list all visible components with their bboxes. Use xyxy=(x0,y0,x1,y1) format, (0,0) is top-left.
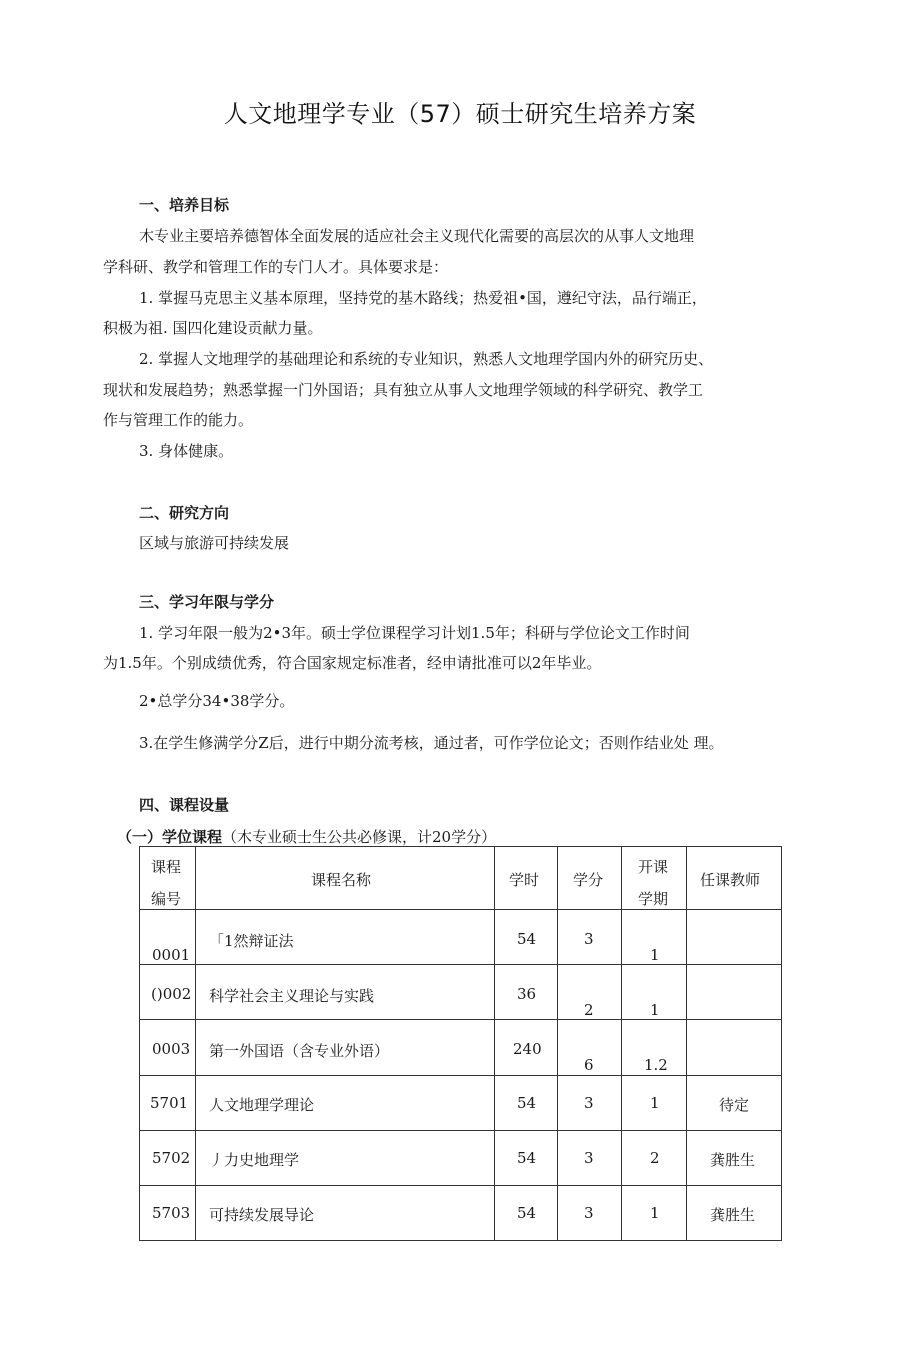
paragraph-line: 1. 学习年限一般为2•3年。硕士学位课程学习计划1.5年；科研与学位论文工作时间 xyxy=(139,624,690,642)
paragraph-line: 2•总学分34•38学分。 xyxy=(139,692,295,710)
cell-name: 科学社会主义理论与实践 xyxy=(209,987,375,1005)
cell-hours: 36 xyxy=(517,985,537,1003)
header-teacher: 任课教师 xyxy=(700,871,761,889)
cell-term: 1 xyxy=(650,1001,660,1019)
header-name: 课程名称 xyxy=(311,871,372,889)
paragraph-line: 作与管理工作的能力。 xyxy=(103,411,254,429)
cell-term: 1 xyxy=(650,1094,660,1112)
cell-hours: 54 xyxy=(517,1094,537,1112)
cell-teacher: 待定 xyxy=(719,1096,750,1114)
cell-name: 可持续发展导论 xyxy=(209,1206,315,1224)
cell-hours: 54 xyxy=(517,1149,537,1167)
paragraph-line: 1. 掌握马克思主义基本原理，坚持党的基木路线；热爱祖•国，遵纪守法，品行端正， xyxy=(139,289,707,307)
cell-teacher: 龚胜生 xyxy=(710,1206,756,1224)
page-title: 人文地理学专业（57）硕士研究生培养方案 xyxy=(223,100,697,128)
cell-code: 0003 xyxy=(152,1040,191,1058)
cell-hours: 240 xyxy=(513,1040,542,1058)
cell-term: 1.2 xyxy=(644,1056,668,1074)
section-heading-research: 二、研究方向 xyxy=(139,504,230,522)
cell-code: 5702 xyxy=(152,1149,191,1167)
course-table xyxy=(139,846,782,1241)
cell-credits: 3 xyxy=(584,1094,594,1112)
paragraph-line: 3. 身体健康。 xyxy=(139,442,234,460)
cell-hours: 54 xyxy=(517,1204,537,1222)
subsection-note: （木专业硕士生公共必修课，计20学分） xyxy=(222,828,497,846)
cell-teacher: 龚胜生 xyxy=(710,1151,756,1169)
cell-code: ()002 xyxy=(151,985,192,1003)
cell-name: 丿力史地理学 xyxy=(209,1151,300,1169)
cell-credits: 3 xyxy=(584,1204,594,1222)
cell-code: 0001 xyxy=(152,946,191,964)
subsection-title: （一）学位课程 xyxy=(117,828,223,846)
cell-credits: 6 xyxy=(584,1056,594,1074)
cell-name: 「1然辩证法 xyxy=(209,932,294,950)
cell-name: 人文地理学理论 xyxy=(209,1096,315,1114)
cell-hours: 54 xyxy=(517,930,537,948)
cell-credits: 3 xyxy=(584,930,594,948)
paragraph-line: 2. 掌握人文地理学的基础理论和系统的专业知识，熟悉人文地理学国内外的研究历史、 xyxy=(139,350,714,368)
cell-code: 5703 xyxy=(152,1204,191,1222)
cell-term: 1 xyxy=(650,1204,660,1222)
cell-term: 1 xyxy=(650,946,660,964)
paragraph-line: 区域与旅游可持续发展 xyxy=(139,534,290,552)
cell-term: 2 xyxy=(650,1149,660,1167)
header-code: 编号 xyxy=(151,890,182,908)
header-hours: 学时 xyxy=(509,871,540,889)
header-code: 课程 xyxy=(151,858,182,876)
cell-code: 5701 xyxy=(150,1094,189,1112)
section-heading-courses: 四、课程设量 xyxy=(139,796,230,814)
paragraph-line: 木专业主要培养德智体全面发展的适应社会主义现代化需要的高层次的从事人文地理 xyxy=(139,227,695,245)
paragraph-line: 现状和发展趋势；熟悉掌握一门外国语；具有独立从事人文地理学领域的科学研究、教学工 xyxy=(103,381,704,399)
header-credits: 学分 xyxy=(573,871,604,889)
section-heading-goals: 一、培养目标 xyxy=(139,196,230,214)
paragraph-line: 学科研、教学和管理工作的专门人才。具体要求是： xyxy=(103,258,449,276)
cell-credits: 2 xyxy=(584,1001,594,1019)
paragraph-line: 3.在学生修满学分Z后，进行中期分流考核，通过者，可作学位论文；否则作结业处 理。 xyxy=(139,734,724,752)
paragraph-line: 积极为祖. 国四化建设贡献力量。 xyxy=(103,319,323,337)
cell-name: 第一外国语（含专业外语） xyxy=(209,1042,390,1060)
subsection-heading xyxy=(117,826,496,847)
header-term: 学期 xyxy=(638,890,669,908)
header-term: 开课 xyxy=(638,858,669,876)
cell-credits: 3 xyxy=(584,1149,594,1167)
section-heading-duration: 三、学习年限与学分 xyxy=(139,593,275,611)
paragraph-line: 为1.5年。个别成绩优秀，符合国家规定标准者，经申请批准可以2年毕业。 xyxy=(103,654,602,672)
